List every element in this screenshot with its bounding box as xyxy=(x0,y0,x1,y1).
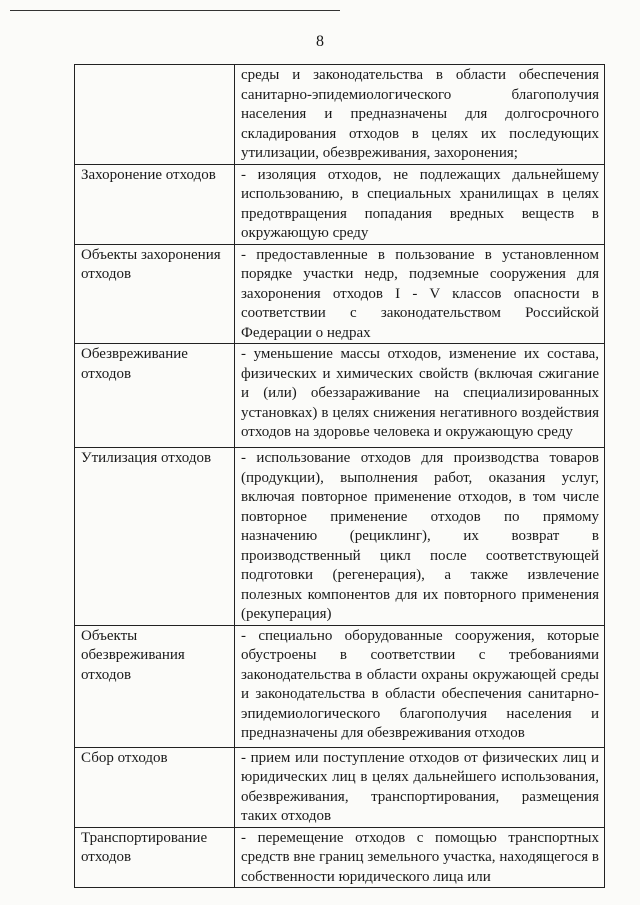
top-rule xyxy=(10,10,340,11)
term-cell: Сбор отходов xyxy=(75,747,235,827)
term-cell: Объекты обезвреживания отходов xyxy=(75,625,235,747)
term-cell: Объекты захоронения отходов xyxy=(75,244,235,344)
definition-cell: - использование отходов для производства товаров (продукции), выполнения работ, оказания услуг, включая повторное применение отходов, в том числе повторное применение отходов по прямому назначению (рециклинг), их возврат в производственный цикл после соответствующей подготовки (регенерация), а также извлечение полезных компонентов для их повторного применения (рекуперация) xyxy=(235,448,605,626)
table-row xyxy=(75,747,605,827)
table-row xyxy=(75,65,605,165)
term-cell xyxy=(75,65,235,165)
term-cell: Обезвреживание отходов xyxy=(75,344,235,448)
definition-cell: - уменьшение массы отходов, изменение их состава, физических и химических свойств (включая сжигание и (или) обеззараживание на специализированных установках) в целях снижения негативного воздействия отходов на здоровье человека и окружающую среду xyxy=(235,344,605,448)
definition-cell: - предоставленные в пользование в установленном порядке участки недр, подземные сооружения для захоронения отходов I - V классов опасности в соответствии с законодательством Российской Федерации о недрах xyxy=(235,244,605,344)
table-row xyxy=(75,164,605,244)
term-cell: Транспортирование отходов xyxy=(75,827,235,888)
definition-cell: - перемещение отходов с помощью транспортных средств вне границ земельного участка, находящегося в собственности юридического лица или xyxy=(235,827,605,888)
definition-cell: - специально оборудованные сооружения, которые обустроены в соответствии с требованиями законодательства в области охраны окружающей среды и законодательства в области обеспечения санитарно-эпидемиологического благополучия населения и предназначены для обезвреживания отходов xyxy=(235,625,605,747)
terms-table xyxy=(74,64,605,888)
table-row xyxy=(75,448,605,626)
term-cell: Утилизация отходов xyxy=(75,448,235,626)
page-number: 8 xyxy=(316,33,324,50)
definition-cell: среды и законодательства в области обеспечения санитарно-эпидемиологического благополучия населения и предназначены для долгосрочного складирования отходов в целях их последующих утилизации, обезвреживания, захоронения; xyxy=(235,65,605,165)
term-cell: Захоронение отходов xyxy=(75,164,235,244)
table-row xyxy=(75,244,605,344)
table-row xyxy=(75,625,605,747)
definition-cell: - прием или поступление отходов от физических лиц и юридических лиц в целях дальнейшего использования, обезвреживания, транспортирования, размещения таких отходов xyxy=(235,747,605,827)
table-row xyxy=(75,344,605,448)
definition-cell: - изоляция отходов, не подлежащих дальнейшему использованию, в специальных хранилищах в целях предотвращения попадания вредных веществ в окружающую среду xyxy=(235,164,605,244)
table-row xyxy=(75,827,605,888)
